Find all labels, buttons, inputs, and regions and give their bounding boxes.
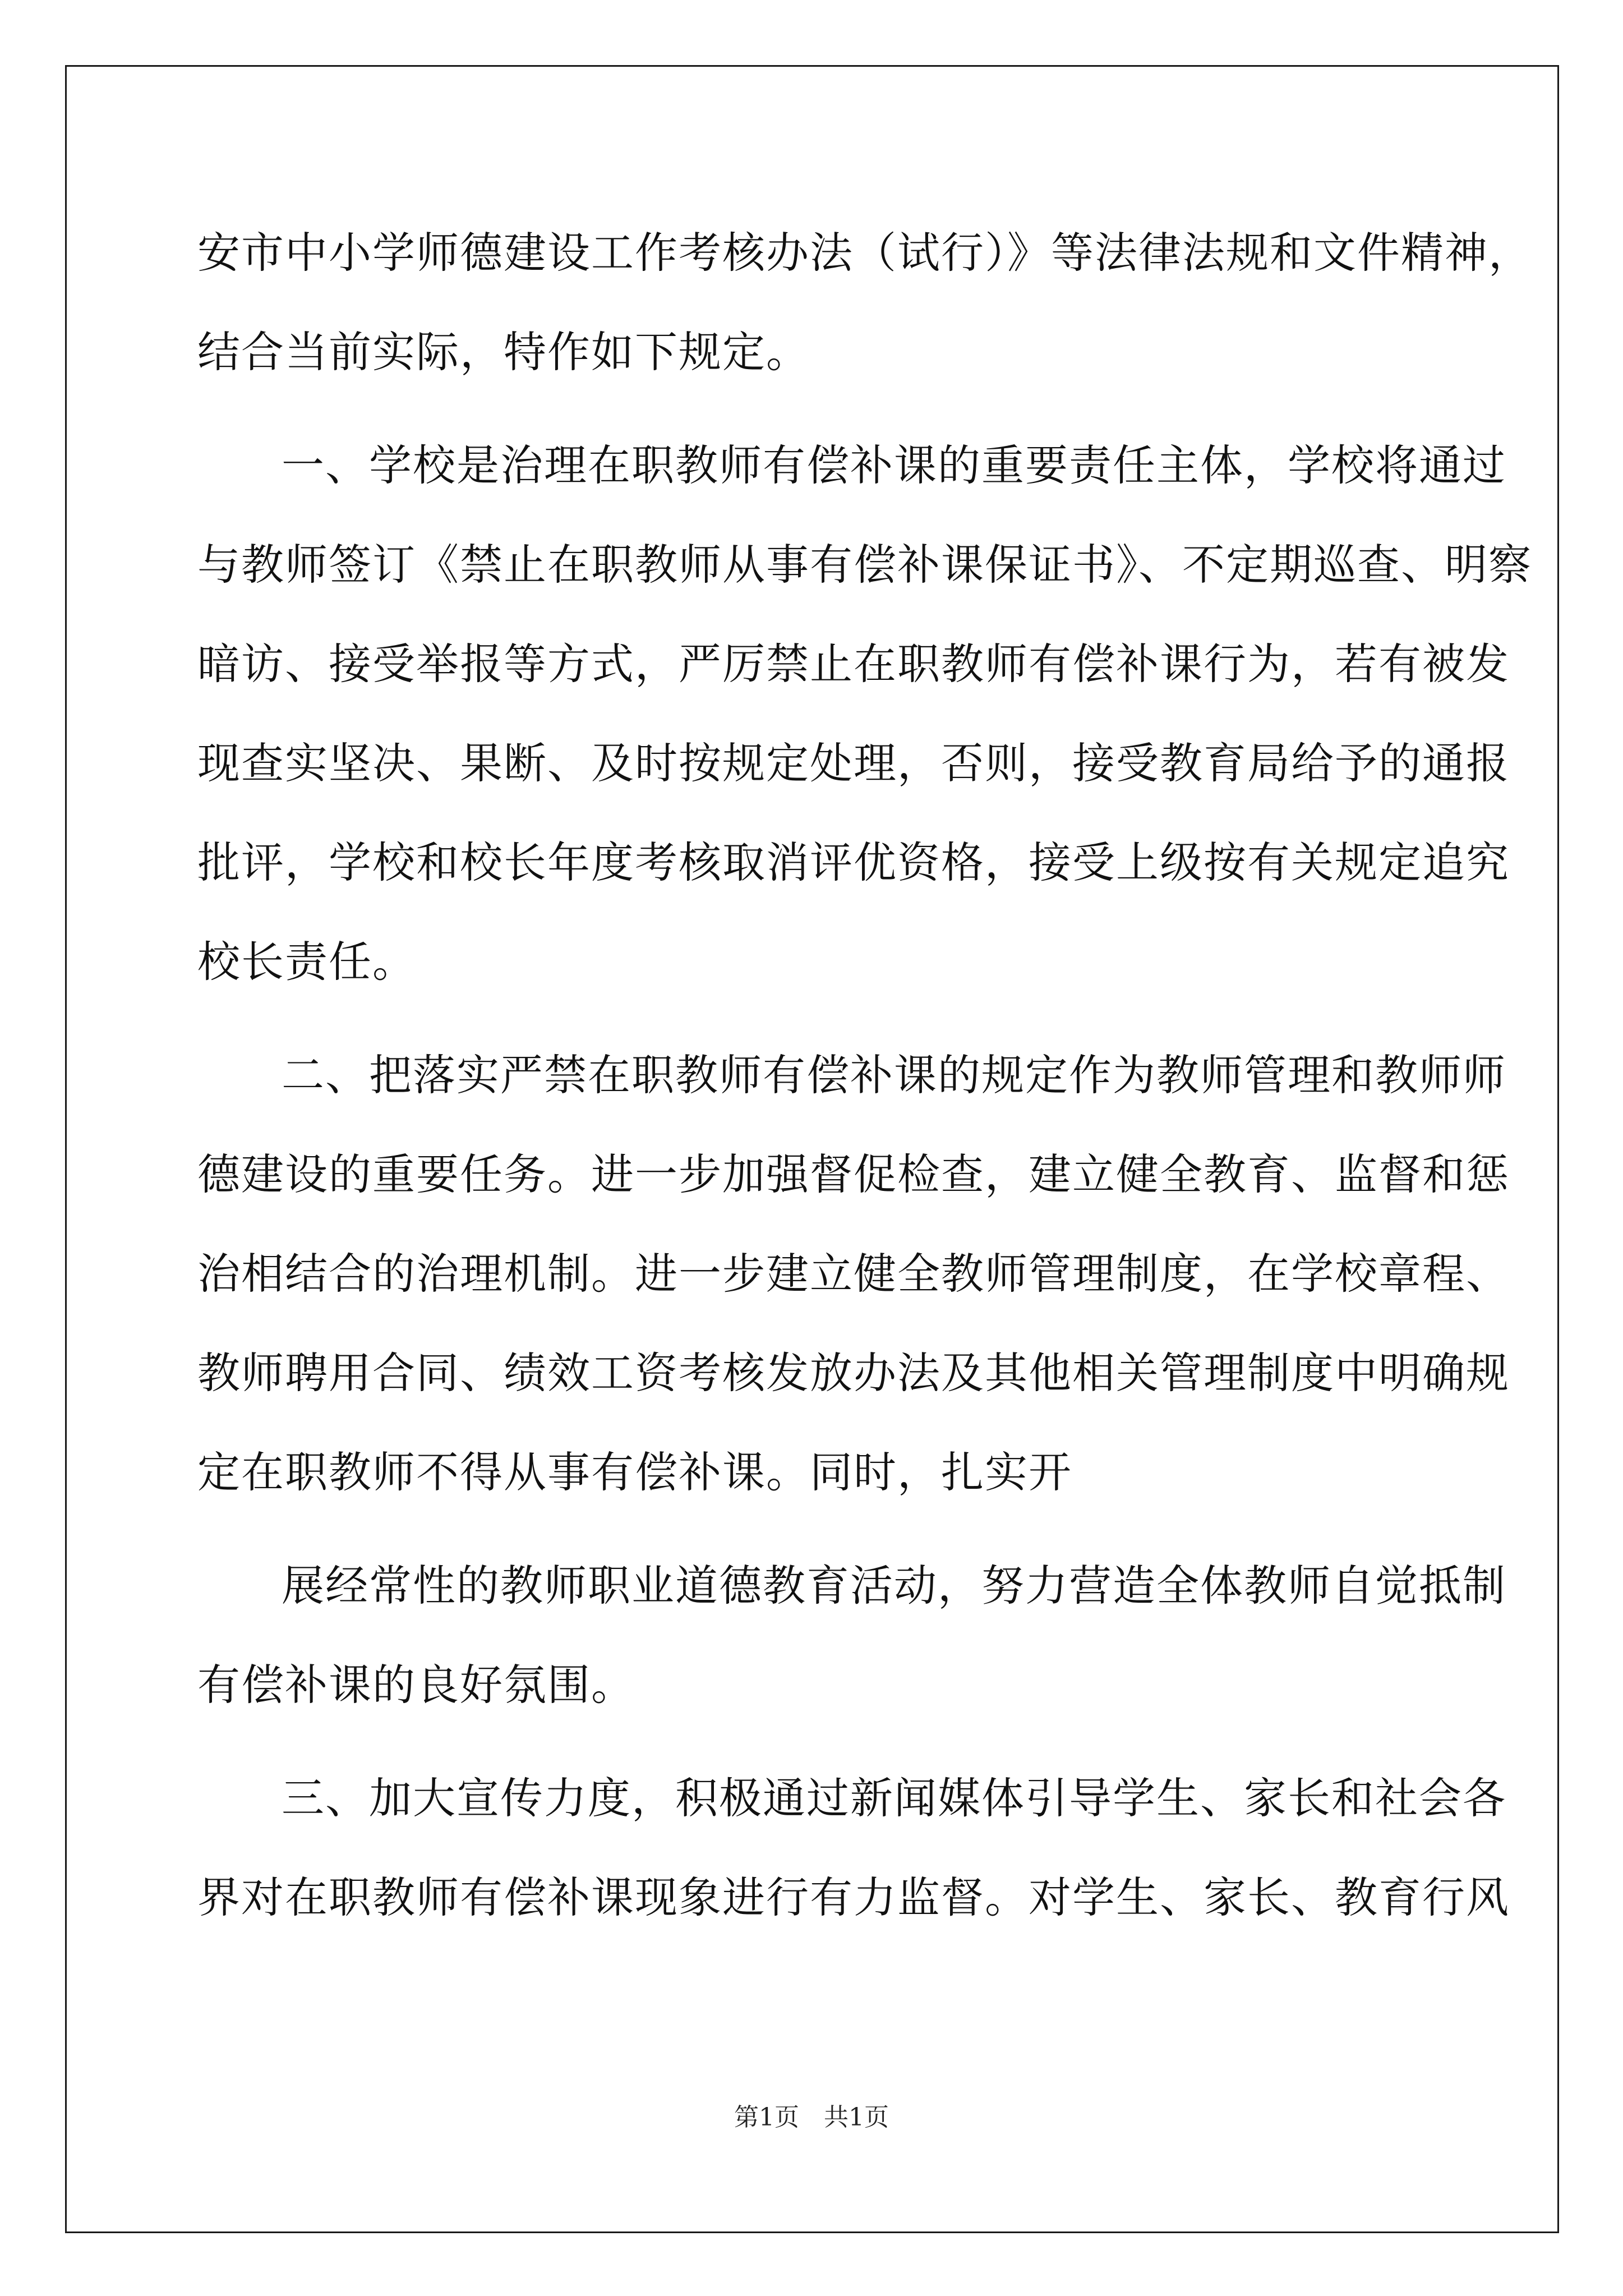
- body-line-14: 展经常性的教师职业道德教育活动，努力营造全体教师自觉抵制: [282, 1561, 1506, 1611]
- body-line-15: 有偿补课的良好氛围。: [197, 1660, 635, 1710]
- body-line-6: 现查实坚决、果断、及时按规定处理，否则，接受教育局给予的通报: [197, 738, 1510, 788]
- body-line-3: 一、学校是治理在职教师有偿补课的重要责任主体，学校将通过: [282, 440, 1506, 490]
- body-line-16: 三、加大宣传力度，积极通过新闻媒体引导学生、家长和社会各: [282, 1773, 1506, 1823]
- body-line-13: 定在职教师不得从事有偿补课。同时，扎实开: [197, 1447, 1072, 1497]
- body-line-7: 批评，学校和校长年度考核取消评优资格，接受上级按有关规定追究: [197, 838, 1510, 887]
- body-line-10: 德建设的重要任务。进一步加强督促检查，建立健全教育、监督和惩: [197, 1149, 1510, 1199]
- body-line-5: 暗访、接受举报等方式，严厉禁止在职教师有偿补课行为，若有被发: [197, 639, 1510, 689]
- body-line-12: 教师聘用合同、绩效工资考核发放办法及其他相关管理制度中明确规: [197, 1348, 1510, 1398]
- body-line-8: 校长责任。: [197, 937, 416, 987]
- body-line-17: 界对在职教师有偿补课现象进行有力监督。对学生、家长、教育行风: [197, 1872, 1510, 1922]
- body-line-1: 安市中小学师德建设工作考核办法（试行）》等法律法规和文件精神，: [197, 228, 1532, 278]
- body-line-4: 与教师签订《禁止在职教师从事有偿补课保证书》、不定期巡查、明察: [197, 540, 1532, 590]
- body-line-9: 二、把落实严禁在职教师有偿补课的规定作为教师管理和教师师: [282, 1050, 1506, 1100]
- body-line-11: 治相结合的治理机制。进一步建立健全教师管理制度，在学校章程、: [197, 1249, 1510, 1299]
- page-number-footer: 第1页 共1页: [734, 2103, 889, 2132]
- body-line-2: 结合当前实际，特作如下规定。: [197, 327, 810, 377]
